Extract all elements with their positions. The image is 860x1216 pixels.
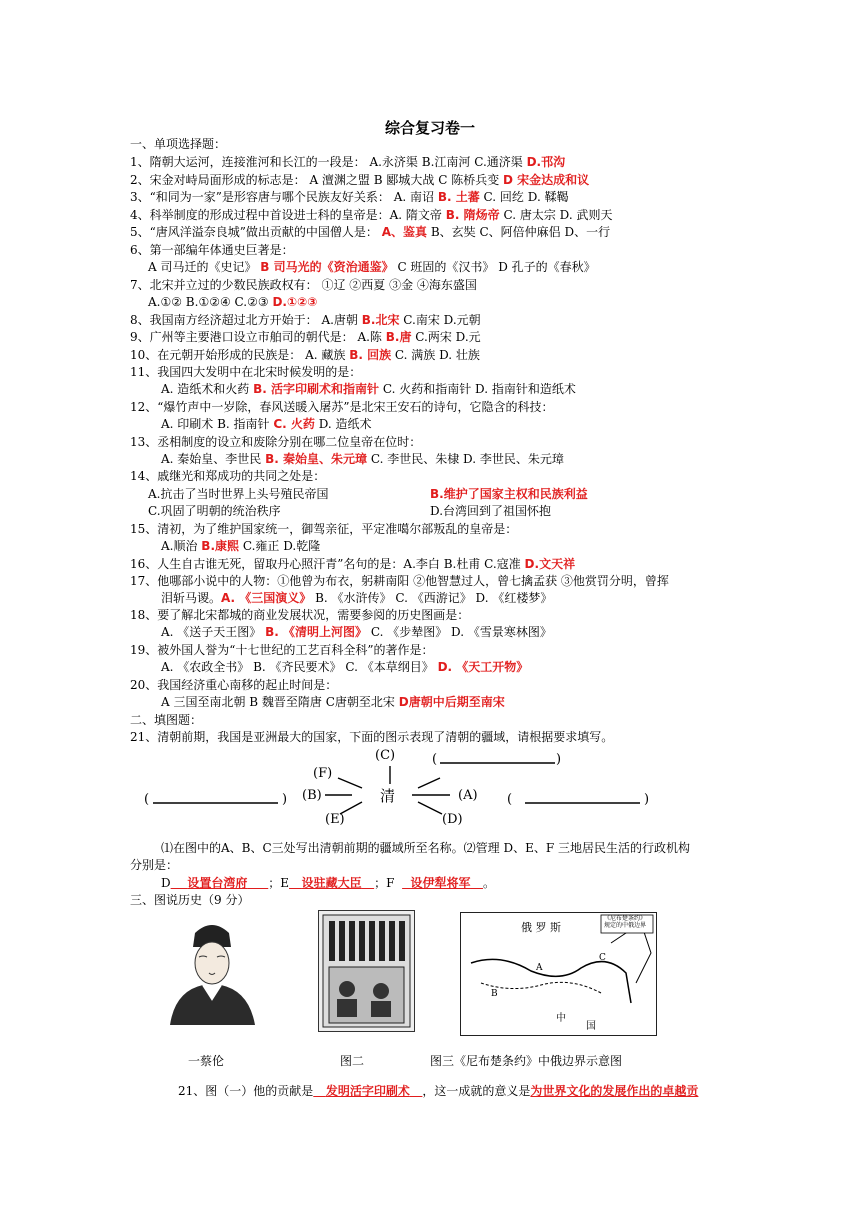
answer: B.康熙	[201, 539, 240, 553]
answer: A. 《三国演义》	[221, 591, 312, 605]
question-3: 3、“和同为一家”是形容唐与哪个民族友好关系： A. 南诏 B. 土蕃 C. 回纥 D. 鞣鞨	[130, 190, 569, 204]
question-13: 13、丞相制度的设立和废除分别在哪二位皇帝在位时：	[130, 435, 422, 449]
label-e: (E)	[325, 812, 345, 827]
caption-3: 图三《尼布楚条约》中俄边界示意图	[430, 1054, 623, 1068]
question-11: 11、我国四大发明中在北宋时候发明的是：	[130, 365, 362, 379]
question-14: 14、戚继光和郑成功的共同之处是：	[130, 469, 326, 483]
printing-image	[318, 910, 415, 1032]
answer-d: 设置台湾府	[187, 876, 248, 890]
question-17-options: 泪斩马谡。A. 《三国演义》 B. 《水浒传》 C. 《西游记》 D. 《红楼梦》	[161, 591, 553, 605]
answer: B. 《清明上河图》	[265, 625, 368, 639]
question-14-option-c: C.巩固了明朝的统治秩序	[148, 504, 281, 518]
answer: B.北宋	[361, 313, 400, 327]
portrait-image	[165, 915, 260, 1025]
question-19-options: A. 《农政全书》 B. 《齐民要术》 C. 《本草纲目》 D. 《天工开物》	[161, 660, 529, 674]
question-19: 19、被外国人誉为“十七世纪的工艺百科全科”的著作是：	[130, 643, 434, 657]
section-heading: 二、填图题：	[130, 713, 203, 727]
question-21-picture: 21、图（一）他的贡献是 发明活字印刷术 ，这一成就的意义是为世界文化的发展作出的卓越贡	[178, 1084, 699, 1098]
question-7-options: A.①② B.①②④ C.②③ D.①②③	[148, 295, 318, 309]
bracket-close: )	[282, 792, 288, 807]
question-9: 9、广州等主要港口设立市舶司的朝代是： A.陈 B.唐 C.两宋 D.元	[130, 330, 481, 344]
answer: D.①②③	[272, 295, 318, 309]
answer: B.唐	[385, 330, 412, 344]
answer: A、鉴真	[381, 225, 428, 239]
map-label-c: C	[599, 953, 606, 963]
question-8: 8、我国南方经济超过北方开始于： A.唐朝 B.北宋 C.南宋 D.元朝	[130, 313, 481, 327]
question-15-options: A.顺治 B.康熙 C.雍正 D.乾隆	[161, 539, 321, 553]
question-21: 21、清朝前期，我国是亚洲最大的国家，下面的图示表现了清朝的疆域，请根据要求填写。	[130, 730, 614, 744]
answer: B. 土蕃	[437, 190, 480, 204]
answer: B. 秦始皇、朱元璋	[265, 452, 368, 466]
map-legend: 《尼布楚条约》 规定的中俄边界	[604, 915, 647, 929]
section-heading: 三、图说历史（9 分）	[130, 893, 250, 907]
answer: B 司马光的《资治通鉴》	[260, 260, 394, 274]
question-15: 15、清初，为了维护国家统一，御驾亲征，平定准噶尔部叛乱的皇帝是：	[130, 522, 518, 536]
label-d: (D)	[442, 812, 463, 827]
page-title: 综合复习卷一	[384, 119, 475, 137]
question-18: 18、要了解北宋都城的商业发展状况，需要参阅的历史图画是：	[130, 608, 470, 622]
answer-f: 设伊犁将军	[410, 876, 471, 890]
nerchinsk-map	[460, 912, 657, 1036]
map-label-country: 国	[586, 1021, 596, 1032]
answer-contribution: 发明活字印刷术	[325, 1084, 410, 1098]
question-1: 1、隋朝大运河，连接淮河和长江的一段是： A.永济渠 B.江南河 C.通济渠 D.邗沟	[130, 155, 566, 169]
diagram-lines	[140, 746, 740, 836]
territory-diagram	[140, 746, 740, 836]
question-12: 12、“爆竹声中一岁除，春风送暖入屠苏”是北宋王安石的诗句，它隐含的科技：	[130, 400, 554, 414]
map-label-a: A	[536, 963, 543, 973]
question-20: 20、我国经济重心南移的起止时间是：	[130, 678, 338, 692]
question-14-option-d: D.台湾回到了祖国怀抱	[430, 504, 552, 518]
map-label-china: 中	[556, 1013, 566, 1024]
question-17: 17、他哪部小说中的人物：①他曾为布衣，躬耕南阳 ②他智慧过人，曾七擒孟获 ③他赏罚分明，曾挥	[130, 574, 669, 588]
question-21-answers: D 设置台湾府 ；E 设驻藏大臣 ；F 设伊犁将军 。	[161, 876, 496, 890]
answer: B. 隋炀帝	[445, 208, 500, 222]
question-11-options: A. 造纸术和火药 B. 活字印刷术和指南针 C. 火药和指南针 D. 指南针和造纸术	[161, 382, 576, 396]
caption-1: 一蔡伦	[188, 1054, 225, 1068]
bracket-open: (	[432, 752, 438, 767]
answer: B. 活字印刷术和指南针	[253, 382, 380, 396]
question-12-options: A. 印刷术 B. 指南针 C. 火药 D. 造纸术	[161, 417, 372, 431]
bracket-close: )	[644, 792, 650, 807]
question-5: 5、“唐风洋溢奈良城”做出贡献的中国僧人是： A、鉴真 B、玄奘 C、阿倍仲麻侣 D、一行	[130, 225, 611, 239]
answer: D.文天祥	[524, 557, 576, 571]
question-21-part: ⑴在图中的A、B、C三处写出清朝前期的疆域所至名称。⑵管理 D、E、F 三地居民生活的行政机构	[161, 841, 691, 855]
label-qing: 清	[380, 787, 396, 805]
question-13-options: A. 秦始皇、李世民 B. 秦始皇、朱元璋 C. 李世民、朱棣 D. 李世民、朱元璋	[161, 452, 564, 466]
answer: D.邗沟	[526, 155, 566, 169]
answer: D唐朝中后期至南宋	[398, 695, 505, 709]
question-6: 6、第一部编年体通史巨著是：	[130, 243, 294, 257]
question-16: 16、人生自古谁无死，留取丹心照汗青”名句的是：A.李白 B.杜甫 C.寇准 D.文天祥	[130, 557, 576, 571]
bracket-close: )	[556, 752, 562, 767]
label-b: (B)	[302, 788, 322, 803]
question-7: 7、北宋并立过的少数民族政权有： ①辽 ②西夏 ③金 ④海东盛国	[130, 278, 477, 292]
answer-e: 设驻藏大臣	[301, 876, 362, 890]
map-label-russia: 俄 罗 斯	[521, 921, 561, 934]
question-21-part-cont: 分别是：	[130, 858, 179, 872]
bracket-open: (	[144, 792, 150, 807]
question-2: 2、宋金对峙局面形成的标志是： A 澶渊之盟 B 郾城大战 C 陈桥兵变 D 宋金达成和议	[130, 173, 590, 187]
question-10: 10、在元朝开始形成的民族是： A. 藏族 B. 回族 C. 满族 D. 壮族	[130, 348, 480, 362]
answer: D 宋金达成和议	[503, 173, 590, 187]
label-a: (A)	[458, 788, 478, 803]
question-4: 4、科举制度的形成过程中首设进士科的皇帝是：A. 隋文帝 B. 隋炀帝 C. 唐太宗 D. 武则天	[130, 208, 613, 222]
caption-2: 图二	[340, 1054, 365, 1068]
label-c: (C)	[375, 748, 396, 763]
question-6-options: A 司马迁的《史记》 B 司马光的《资治通鉴》 C 班固的《汉书》 D 孔子的《春秋》	[148, 260, 596, 274]
question-20-options: A 三国至南北朝 B 魏晋至隋唐 C唐朝至北宋 D唐朝中后期至南宋	[161, 695, 505, 709]
answer: D. 《天工开物》	[437, 660, 529, 674]
question-14-answer: B.维护了国家主权和民族利益	[430, 487, 588, 501]
question-18-options: A. 《送子天王图》 B. 《清明上河图》 C. 《步辇图》 D. 《雪景寒林图》	[161, 625, 552, 639]
answer: C. 火药	[273, 417, 315, 431]
map-label-b: B	[491, 989, 498, 999]
label-f: (F)	[313, 766, 333, 781]
bracket-open: (	[507, 792, 513, 807]
question-14-option-a: A.抗击了当时世界上头号殖民帝国	[148, 487, 329, 501]
section-heading: 一、单项选择题：	[130, 137, 227, 151]
answer: B. 回族	[349, 348, 392, 362]
answer-significance: 为世界文化的发展作出的卓越贡	[530, 1084, 699, 1098]
